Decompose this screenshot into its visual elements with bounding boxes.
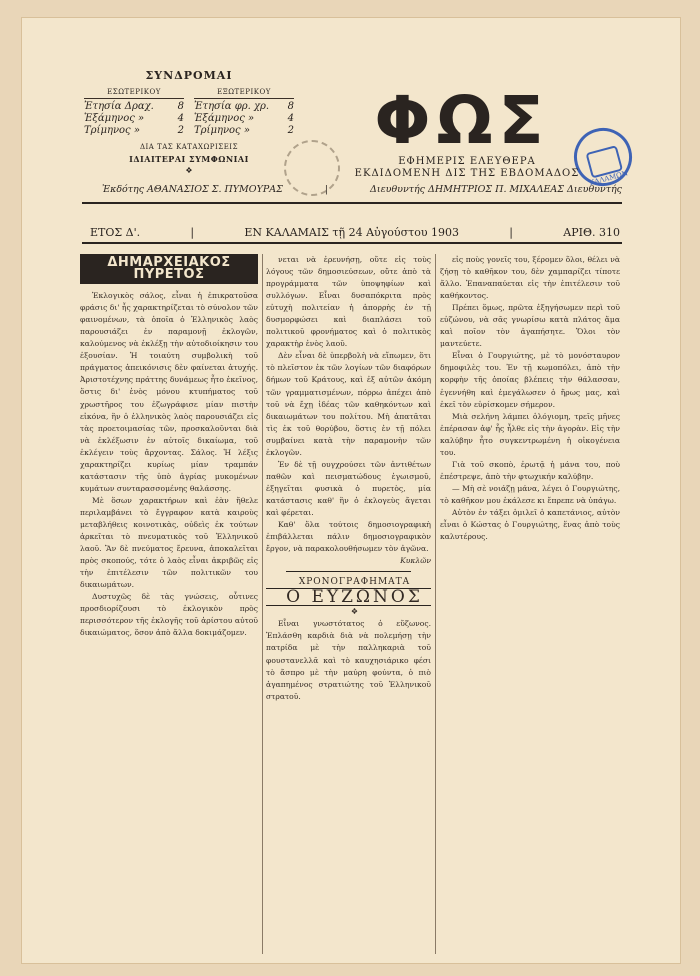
paragraph: Ἐκλογικὸς σάλος, εἶναι ἡ ἐπικρατοῦσα φράσις δι' ἧς χαρακτηρίζεται τὸ σύνολον τῶν φαινομένων, τὰ ὁποῖα ὁ Ἑλληνικὸς λαὸς παρουσιάζει ἐν παραμονῇ ἐκλογῶν, καλούμενος νὰ ἐκλέξῃ τὴν αὐτοδιοίκησιν του ἐξουσίαν. Ἡ τοιαύτη συμβολικὴ τοῦ πράγματος ἀπεικόνισις δὲν φαίνεται ἀτυχής. Ἀριστοτέχνης πράττης δυνάμεως ἦτο ἐκεῖνος, ὅστις δι' ἑνὸς μόνου κτυπήματος τοῦ χρωστῆρος του ἐζωγράφισε μίαν πιστὴν εἰκόνα, ἣν ὁ ἑλληνικὸς λαὸς παρουσιάζει εἰς τὰς προετοιμασίας τῶν, προσκαλοῦνται διὰ νὰ ἐκλέξωσιν ἐν αὐτοῖς δικαίωμα, τοῦ ἐκλέγειν τοὺς ἄρχοντας. Σάλος. Ἡ λέξις χαρακτηρίζει κυρίως μίαν τραμπάν κατάστασιν τῆς ὑπὸ ἀγρίας μυκομένων κυμάτων συνταρασσομένης θαλάσσης. bbox=[80, 291, 258, 493]
editors-divider: | bbox=[324, 184, 328, 195]
publisher: Ἐκδότης ΑΘΑΝΑΣΙΟΣ Σ. ΠΥΜΟΥΡΑΣ bbox=[102, 184, 283, 195]
column-rule bbox=[262, 254, 263, 954]
ornament: ❖ bbox=[185, 166, 193, 175]
paragraph: Μιὰ σελήνη λάμπει ὁλόγιομη, τρεῖς μῆνες ἐπέρασαν ἀφ' ἧς ἦλθε εἰς τὴν ἀγορὰν. Εἰς τὴν καλύβην ἦτο συγκεντρωμένη ἡ οἰκογένεια του. bbox=[440, 411, 620, 457]
subscriptions-box bbox=[84, 70, 294, 177]
rule-top bbox=[82, 202, 622, 204]
paragraph: Ἐν δὲ τῇ ουγχρούσει τῶν ἀντιθέτων παθῶν καὶ πεισματώδους ἐγωισμοῦ, ἐξηγεῖται φυσικὰ ὁ πυρετὸς, μία κατάστασις καθ' ἣν ὁ ἐκλογεὺς ἄγεται καὶ φέρεται. bbox=[266, 459, 431, 517]
editors-line bbox=[102, 184, 622, 195]
paragraph: Καθ' ὅλα τούτοις δημοσιογραφικὴ ἐπιβάλλεται πάλιν δημοσιογραφικὸν ἔργον, νὰ παρακολουθήσωμεν τὸν ἀγῶνα. bbox=[266, 520, 431, 554]
place-date: ΕΝ ΚΑΛΑΜΑΙΣ τῇ 24 Αὐγούστου 1903 bbox=[244, 226, 460, 239]
tagline-line1: ΕΦΗΜΕΡΙΣ ΕΛΕΥΘΕΡΑ bbox=[398, 156, 536, 167]
domestic-header: ΕΣΩΤΕΡΙΚΟΥ bbox=[84, 86, 184, 99]
feature-title: Ο ΕΥΖΩΝΟΣ bbox=[266, 588, 431, 606]
director: Διευθυντής ΔΗΜΗΤΡΙΟΣ Π. ΜΙΧΑΛΕΑΣ Διευθυντής bbox=[369, 184, 622, 195]
year: ΕΤΟΣ Δ'. bbox=[90, 226, 141, 239]
paragraph: Εἶναι γνωστότατος ὁ εὔζωνος. Ἐπλάσθη καρδιὰ διὰ νὰ πολεμήσῃ τὴν πατρίδα μὲ τὴν παλληκαριὰ τοῦ φουστανελλᾶ καὶ τὸ καυχησιάρικο φέσι τὸ ἄσπρο μὲ τὴν μαύρη φούντα, ὁ πιὸ ἀγαπημένος στρατιώτης τοῦ Ἑλληνικοῦ στρατοῦ. bbox=[266, 619, 431, 701]
article-signature: Κυκλῶν bbox=[400, 556, 431, 566]
rule-bottom bbox=[82, 242, 622, 244]
rate-value: 8 bbox=[177, 101, 184, 112]
stamp-text: ΚΑΛΑΜΩΝ bbox=[588, 169, 629, 188]
issue-number: ΑΡΙΘ. 310 bbox=[563, 226, 620, 239]
column-3 bbox=[440, 254, 620, 954]
column-rule bbox=[435, 254, 436, 954]
rate-label: Τρίμηνος » bbox=[194, 125, 250, 136]
paragraph: εἰς ποὺς γονεῖς του, ξέρομεν ὅλοι, θέλει νὰ ζήσῃ τὸ καθῆκον του, δὲν χαμπαρίζει τίποτε ἄλλο. Ἐπαναπαύεται εἰς τὴν ἐπιτέλεσιν τοῦ καθήκοντος. bbox=[440, 255, 620, 301]
rate-label: Ἐτησία Δραχ. bbox=[84, 101, 154, 112]
rate-label: Ἑξάμηνος » bbox=[84, 113, 145, 124]
rate-value: 2 bbox=[287, 125, 294, 136]
subscriptions-title: ΣΥΝΔΡΟΜΑΙ bbox=[145, 69, 233, 82]
section-head: ΧΡΟΝΟΓΡΑΦΗΜΑΤΑ bbox=[298, 577, 411, 588]
paragraph: Δυστυχῶς δὲ τὰς γνώσεις, οὗτινες προσδιορίζουσι τὸ ἐκλογικὸν πρὸς περισσότερον τῆς ἐκλογῆς τοῦ ἀρίστου αὐτοῦ δικαιώματος, ὅσον ἀπὸ ἄλλα δοκιμάζομεν. bbox=[80, 592, 258, 638]
masthead-title-wrap bbox=[312, 82, 612, 159]
paragraph: Δὲν εἶναι δὲ ὑπερβολὴ νὰ εἴπωμεν, ὅτι τὸ πλεῖστον ἐκ τῶν λογίων τῶν διαφόρων δήμων τοῦ Κράτους, καὶ ἐξ αὐτῶν ἀκόμη τῶν γραμματισμένων, πόρρω ἀπέχει ἀπὸ τοῦ νὰ ἔχῃ ἰδέας τῶν καθηκόντων καὶ δικαιωμάτων του πολίτου. Μὴ ἀπατᾶται τὶς ἐκ τοῦ θορύβου, ὅστις ἐν τῇ πόλει συμβαίνει κατὰ τὴν παραμονὴν τῶν ἐκλογῶν. bbox=[266, 351, 431, 457]
ornament: ❖ bbox=[350, 607, 359, 617]
masthead-tagline bbox=[322, 156, 612, 180]
paragraph: Μὲ ὅσων χαρακτήρων καὶ ἐὰν ἤθελε περιλαμβάνει τὸ ἔγγραφον κατὰ καιροὺς μεταβλήθεις κοινοτικὰς, οὐδεὶς ἐκ τούτων ἀρκεῖται τὸ πνευματικὸς τοῦ Ἑλληνικοῦ λαοῦ. Ἂν δὲ πνεύματος ἔρευνα, ἀποκαλεῖται πρὸς σκοπούς, τότε ὁ λαὸς εἶναι ἀκριβῶς εἰς τὴν ἐπιτέλεσιν τῶν πολιτικῶν του δικαιωμάτων. bbox=[80, 495, 258, 590]
masthead-title: ΦΩΣ bbox=[374, 82, 550, 159]
rate-value: 4 bbox=[287, 113, 294, 124]
dateline bbox=[90, 226, 620, 239]
tagline-line2: ΕΚΔΙΔΟΜΕΝΗ ΔΙΣ ΤΗΣ ΕΒΔΟΜΑΔΟΣ bbox=[354, 168, 580, 179]
paragraph: Πρέπει ὅμως, πρῶτα ἐξηγήσωμεν περὶ τοῦ εὐζώνου, νὰ σᾶς γνωρίσω κατὰ πλάτος ἅμα καὶ ποῖον τὸν ἀγαπήσητε. Ὅλοι τὸν μαντεύετε. bbox=[440, 303, 620, 349]
rate-value: 2 bbox=[177, 125, 184, 136]
ads-agreement: ΙΔΙΑΙΤΕΡΑΙ ΣΥΜΦΩΝΙΑΙ bbox=[129, 154, 249, 164]
article-headline: ΔΗΜΑΡΧΕΙΑΚΟΣ ΠΥΡΕΤΟΣ bbox=[80, 254, 258, 284]
rate-label: Ἑξάμηνος » bbox=[194, 113, 255, 124]
paragraph: Εἶναι ὁ Γουργιώτης, μὲ τὸ μονόσταυρον δημοφιλὲς του. Ἐν τῇ κωμοπόλει, ἀπὸ τὴν κορφὴν τῆς ὁποίας βλέπεις τὴν θάλασσαν, ἐγεννήθη καὶ ἐμεγάλωσεν ὁ ἥρως μας, καὶ ἐκεῖ τὸν εὑρίσκομεν σήμερον. bbox=[440, 351, 620, 409]
newspaper-page bbox=[22, 18, 680, 963]
paragraph: — Μὴ σὲ νοιάζῃ μάνα, λέγει ὁ Γουργιώτης, τὸ καθῆκον μου ἐκάλεσε κι ἔπρεπε νὰ ὑπάγω. bbox=[440, 483, 620, 505]
rate-value: 8 bbox=[287, 101, 294, 112]
subscriptions-foreign bbox=[194, 86, 294, 137]
rate-value: 4 bbox=[177, 113, 184, 124]
rate-label: Ἐτησία φρ. χρ. bbox=[194, 101, 270, 112]
dateline-divider: | bbox=[190, 226, 195, 239]
dateline-divider: | bbox=[509, 226, 514, 239]
paragraph: νεται νὰ ἐρευνήσῃ, οὔτε εἰς τοὺς λόγους τῶν δημοσιεύσεων, οὔτε ἀπὸ τὰ προγράμματα τῶν ὑποψηφίων καὶ συλλόγων. Εἶναι δυσαπόκριτα πρὸς εὐτυχὴ πολιτείαν ἡ ἀπορρὴς ἐν τῇ δυσμορφώσει καὶ διαπλάσει τοῦ πολιτικοῦ φρονήματος καὶ ὁ πολιτικὸς χαρακτὴρ ἑνὸς λαοῦ. bbox=[266, 255, 431, 349]
separator bbox=[286, 571, 411, 572]
rate-label: Τρίμηνος » bbox=[84, 125, 140, 136]
subscriptions-domestic bbox=[84, 86, 184, 137]
column-1 bbox=[80, 254, 258, 954]
paragraph: Αὐτὸν ἐν τάξει ὁμιλεῖ ὁ καπετάνιος, αὐτὸν εἶναι ὁ Κώστας ὁ Γουργιώτης, ἕνας ἀπὸ τοὺς καλυτέρους. bbox=[440, 507, 620, 542]
column-2 bbox=[266, 254, 431, 954]
paragraph: Γιὰ τοῦ σκοπὸ, ἐρωτᾷ ἡ μάνα του, ποὺ ἐπέστρεψε, ἀπὸ τὴν φτωχικήν καλύβην. bbox=[440, 459, 620, 481]
ads-note: ΔΙΑ ΤΑΣ ΚΑΤΑΧΩΡΙΣΕΙΣ bbox=[139, 143, 239, 151]
foreign-header: ΕΞΩΤΕΡΙΚΟΥ bbox=[194, 86, 294, 99]
